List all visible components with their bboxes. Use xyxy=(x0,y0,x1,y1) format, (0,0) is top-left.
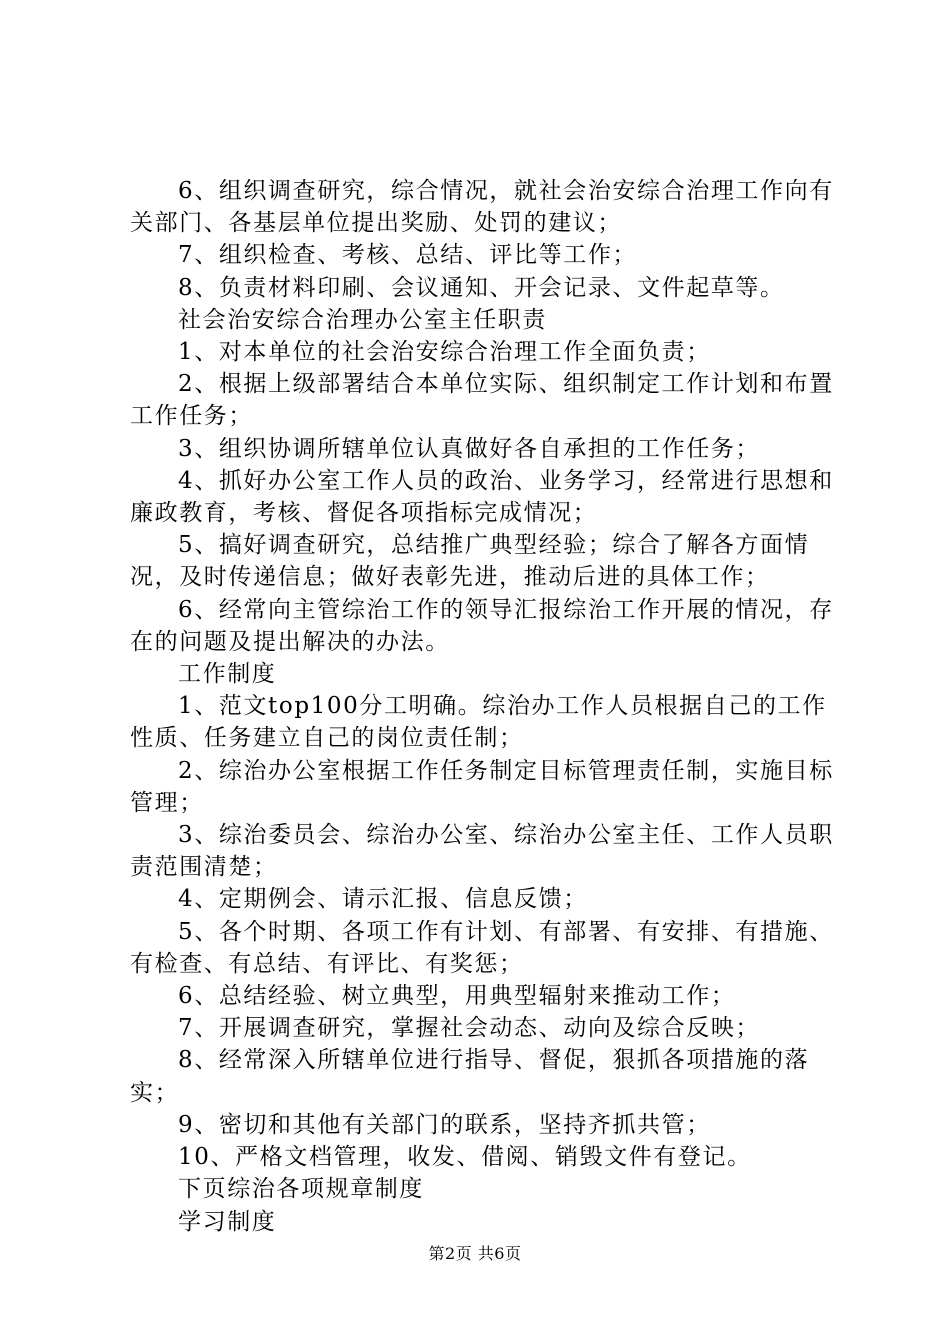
document-body xyxy=(130,175,835,1238)
paragraph-director-item-3: 3、组织协调所辖单位认真做好各自承担的工作任务； xyxy=(178,435,761,462)
paragraph-director-item-6: 6、经常向主管综治工作的领导汇报综治工作开展的情况，存在的问题及提出解决的办法。 xyxy=(130,596,834,655)
paragraph-system-item-9: 9、密切和其他有关部门的联系，坚持齐抓共管； xyxy=(178,1111,711,1138)
paragraph-item-7-inspection: 7、组织检查、考核、总结、评比等工作； xyxy=(178,242,638,269)
paragraph-system-item-7: 7、开展调查研究，掌握社会动态、动向及综合反映； xyxy=(178,1015,761,1042)
section-heading-study-system: 学习制度 xyxy=(178,1208,277,1235)
paragraph-director-item-2: 2、根据上级部署结合本单位实际、组织制定工作计划和布置工作任务； xyxy=(130,371,834,430)
paragraph-system-item-1: 1、范文top100分工明确。综治办工作人员根据自己的工作性质、任务建立自己的岗位责任制； xyxy=(130,693,827,752)
page-number-footer: 第2页 共6页 xyxy=(428,1244,522,1263)
paragraph-item-6-investigation: 6、组织调查研究，综合情况，就社会治安综合治理工作向有关部门、各基层单位提出奖励、处罚的建议； xyxy=(130,178,834,237)
paragraph-system-item-5: 5、各个时期、各项工作有计划、有部署、有安排、有措施、有检查、有总结、有评比、有奖惩； xyxy=(130,918,834,977)
paragraph-director-item-1: 1、对本单位的社会治安综合治理工作全面负责； xyxy=(178,339,711,366)
paragraph-item-8-materials: 8、负责材料印刷、会议通知、开会记录、文件起草等。 xyxy=(178,274,785,301)
paragraph-system-item-4: 4、定期例会、请示汇报、信息反馈； xyxy=(178,886,588,913)
next-page-note: 下页综治各项规章制度 xyxy=(178,1176,424,1203)
paragraph-system-item-8: 8、经常深入所辖单位进行指导、督促，狠抓各项措施的落实； xyxy=(130,1047,810,1106)
paragraph-system-item-6: 6、总结经验、树立典型，用典型辐射来推动工作； xyxy=(178,983,736,1010)
paragraph-director-item-5: 5、搞好调查研究，总结推广典型经验；综合了解各方面情况，及时传递信息；做好表彰先进，推动后进的具体工作； xyxy=(130,532,810,591)
section-heading-work-system: 工作制度 xyxy=(178,661,277,688)
paragraph-director-item-4: 4、抓好办公室工作人员的政治、业务学习，经常进行思想和廉政教育，考核、督促各项指标完成情况； xyxy=(130,467,834,527)
paragraph-system-item-2: 2、综治办公室根据工作任务制定目标管理责任制，实施目标管理； xyxy=(130,757,834,816)
section-heading-director-duties: 社会治安综合治理办公室主任职责 xyxy=(178,306,547,333)
paragraph-system-item-3: 3、综治委员会、综治办公室、综治办公室主任、工作人员职责范围清楚； xyxy=(130,822,834,881)
paragraph-system-item-10: 10、严格文档管理，收发、借阅、销毁文件有登记。 xyxy=(178,1144,752,1171)
